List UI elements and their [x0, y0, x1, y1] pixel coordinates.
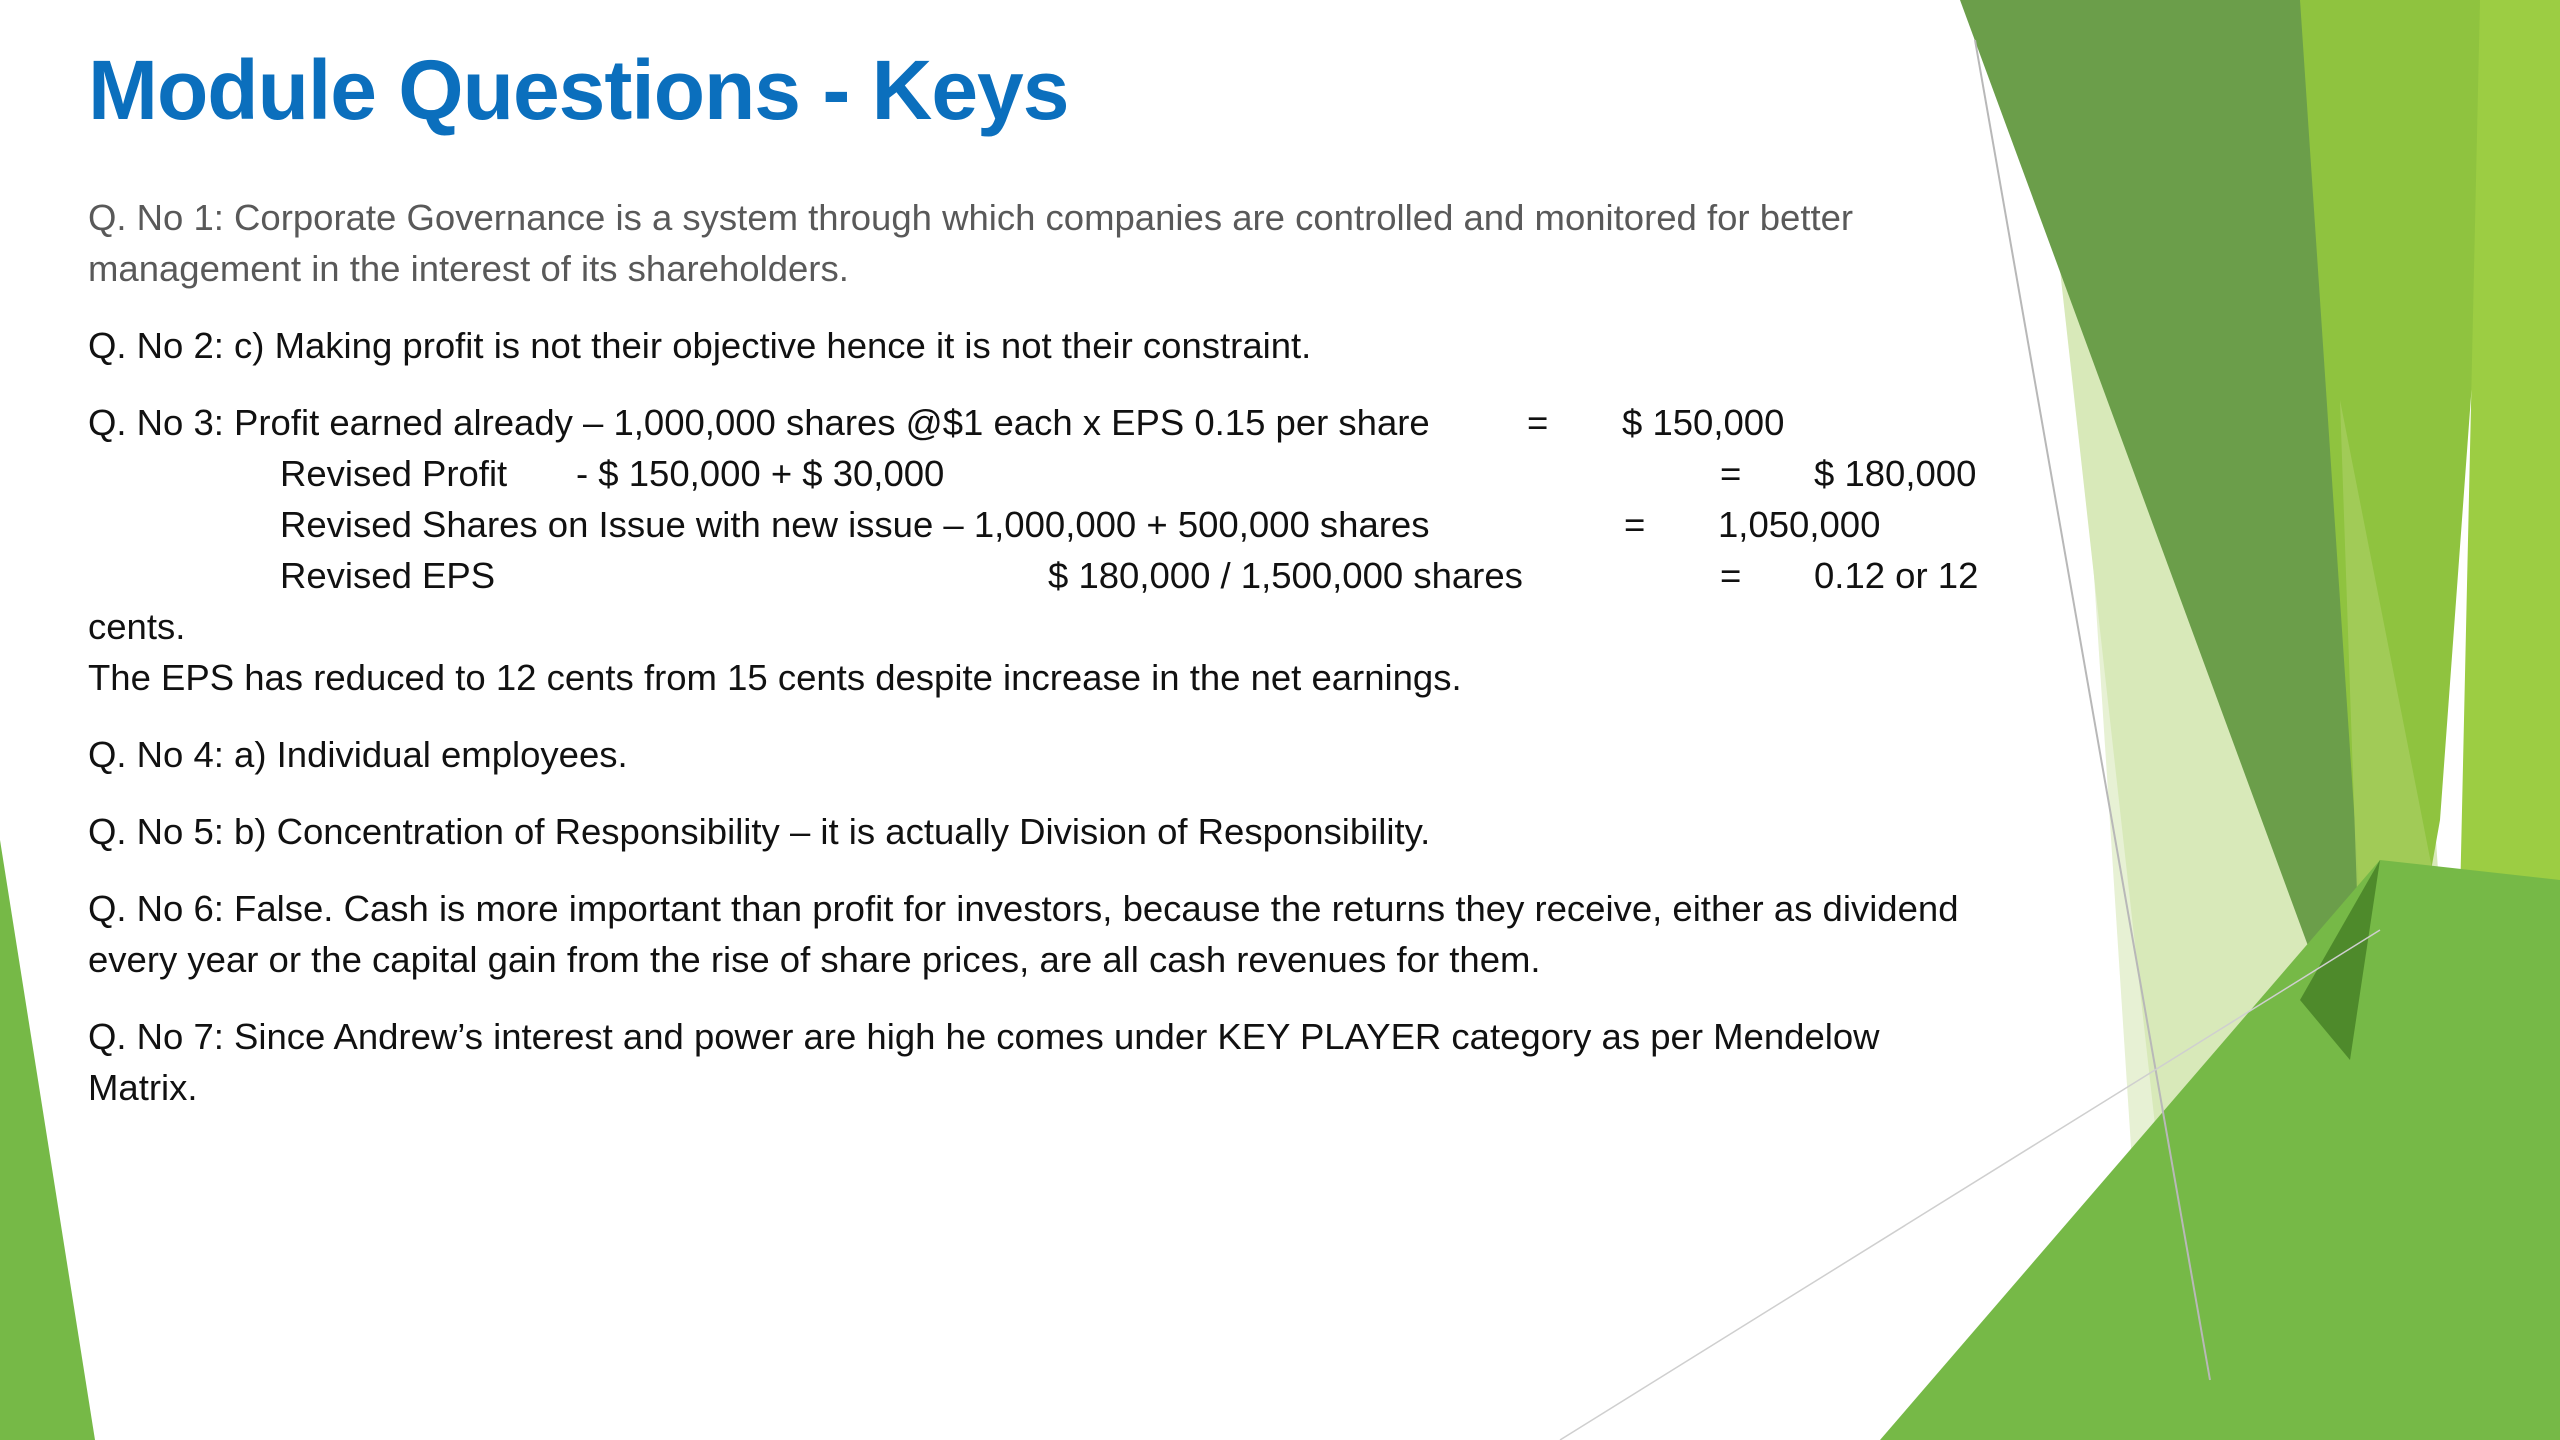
q2-line-1: Q. No 2: c) Making profit is not their objective hence it is not their constraint.	[88, 325, 1312, 366]
q3-row-3	[88, 499, 2138, 550]
q3-line-6: The EPS has reduced to 12 cents from 15 cents despite increase in the net earnings.	[88, 657, 1462, 698]
answer-q2	[88, 320, 2138, 371]
q6-line-2: every year or the capital gain from the rise of share prices, are all cash revenues for them.	[88, 939, 1541, 980]
q1-line-2: management in the interest of its shareholders.	[88, 248, 849, 289]
q3-row-3-value: 1,050,000	[1718, 504, 1881, 545]
q3-row-1-equals: =	[1527, 402, 1549, 443]
q1-line-1: Q. No 1: Corporate Governance is a system through which companies are controlled and monitored for better	[88, 197, 1854, 238]
q3-row-4-label: Revised EPS	[280, 555, 496, 596]
q4-line-1: Q. No 4: a) Individual employees.	[88, 734, 628, 775]
q3-row-4	[88, 550, 2138, 601]
q3-row-2-expr: - $ 150,000 + $ 30,000	[576, 453, 945, 494]
left-green-sliver	[0, 840, 95, 1440]
answer-q3	[88, 397, 2138, 703]
q6-line-1: Q. No 6: False. Cash is more important than profit for investors, because the returns they receive, either as dividend	[88, 888, 1959, 929]
q3-row-4-expr: $ 180,000 / 1,500,000 shares	[1048, 555, 1523, 596]
answers-body	[88, 192, 2138, 1113]
q3-row-1	[88, 397, 2138, 448]
q3-row-2-equals: =	[1720, 453, 1742, 494]
q3-row-3-text: Revised Shares on Issue with new issue – 1,000,000 + 500,000 shares	[280, 504, 1430, 545]
answer-q6	[88, 883, 2138, 985]
q7-line-1: Q. No 7: Since Andrew’s interest and power are high he comes under KEY PLAYER category as per Mendelow	[88, 1016, 1880, 1057]
answer-q7	[88, 1011, 2138, 1113]
answer-q5	[88, 806, 2138, 857]
q3-row-1-value: $ 150,000	[1622, 402, 1785, 443]
q7-line-2: Matrix.	[88, 1067, 198, 1108]
q3-row-3-equals: =	[1624, 504, 1646, 545]
q3-row-1-text: Q. No 3: Profit earned already – 1,000,000 shares @$1 each x EPS 0.15 per share	[88, 402, 1430, 443]
q3-row-2	[88, 448, 2138, 499]
q3-row-2-label: Revised Profit	[280, 453, 508, 494]
answer-q4	[88, 729, 2138, 780]
q3-line-5: cents.	[88, 606, 186, 647]
q5-line-1: Q. No 5: b) Concentration of Responsibility – it is actually Division of Responsibility.	[88, 811, 1431, 852]
answer-q1	[88, 192, 2138, 294]
page-title: Module Questions - Keys	[88, 43, 1069, 137]
q3-row-2-value: $ 180,000	[1814, 453, 1977, 494]
q3-row-4-equals: =	[1720, 555, 1742, 596]
q3-row-4-value: 0.12 or 12	[1814, 555, 1979, 596]
